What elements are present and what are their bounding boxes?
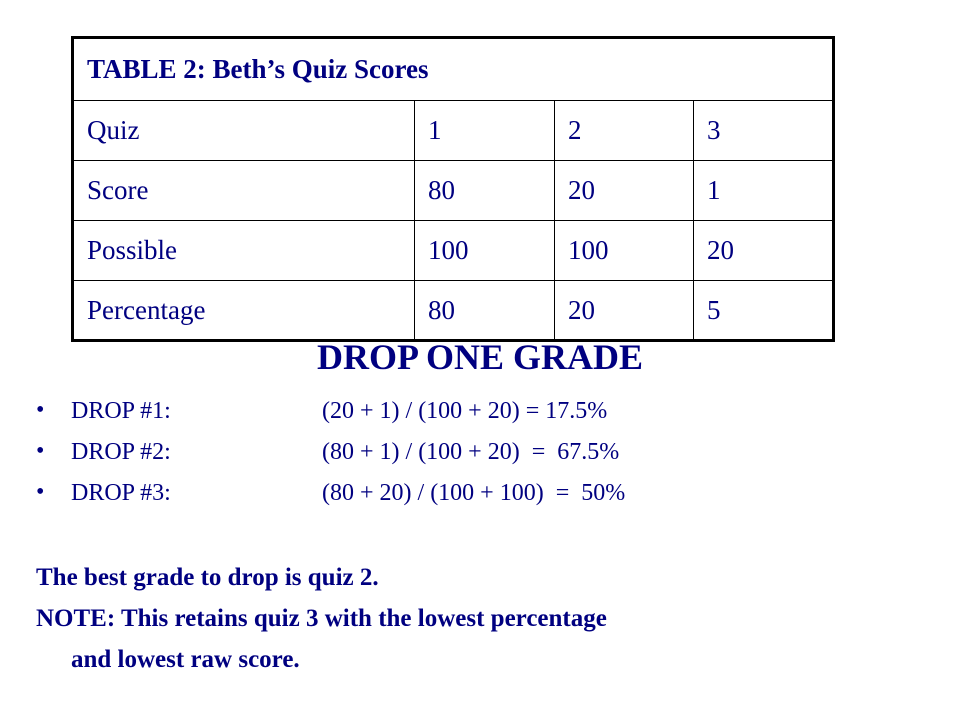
- bullet-icon: •: [36, 438, 45, 464]
- drop-label: DROP #2:: [71, 439, 171, 465]
- table-cell: 20: [694, 221, 834, 281]
- table-cell: 20: [555, 281, 694, 341]
- row-header: Quiz: [73, 101, 415, 161]
- best-grade-statement: The best grade to drop is quiz 2.: [36, 564, 379, 591]
- drop-label: DROP #1:: [71, 398, 171, 424]
- table-row: [73, 221, 834, 281]
- table-cell: 2: [555, 101, 694, 161]
- table-cell: 20: [555, 161, 694, 221]
- drop-formula: (80 + 1) / (100 + 20) = 67.5%: [322, 439, 620, 465]
- section-heading: DROP ONE GRADE: [316, 337, 644, 377]
- table-row: [73, 101, 834, 161]
- table-cell: 1: [415, 101, 555, 161]
- note-line: NOTE: This retains quiz 3 with the lowest percentage: [36, 605, 607, 632]
- drop-label: DROP #3:: [71, 480, 171, 506]
- note-line-continued: and lowest raw score.: [71, 646, 300, 673]
- table-title: TABLE 2: Beth’s Quiz Scores: [73, 38, 834, 101]
- row-header: Percentage: [73, 281, 415, 341]
- table-cell: 3: [694, 101, 834, 161]
- table-title-row: [73, 38, 834, 101]
- drop-formula: (20 + 1) / (100 + 20) = 17.5%: [322, 398, 608, 424]
- row-header: Score: [73, 161, 415, 221]
- row-header: Possible: [73, 221, 415, 281]
- bullet-icon: •: [36, 397, 45, 423]
- table-cell: 5: [694, 281, 834, 341]
- quiz-scores-table: [71, 36, 835, 342]
- table-cell: 80: [415, 161, 555, 221]
- conclusion-text: [36, 564, 607, 687]
- drop-formula: (80 + 20) / (100 + 100) = 50%: [322, 480, 626, 506]
- table-cell: 80: [415, 281, 555, 341]
- table-cell: 100: [415, 221, 555, 281]
- table-cell: 1: [694, 161, 834, 221]
- table-row: [73, 161, 834, 221]
- bullet-icon: •: [36, 479, 45, 505]
- table-row: [73, 281, 834, 341]
- table-cell: 100: [555, 221, 694, 281]
